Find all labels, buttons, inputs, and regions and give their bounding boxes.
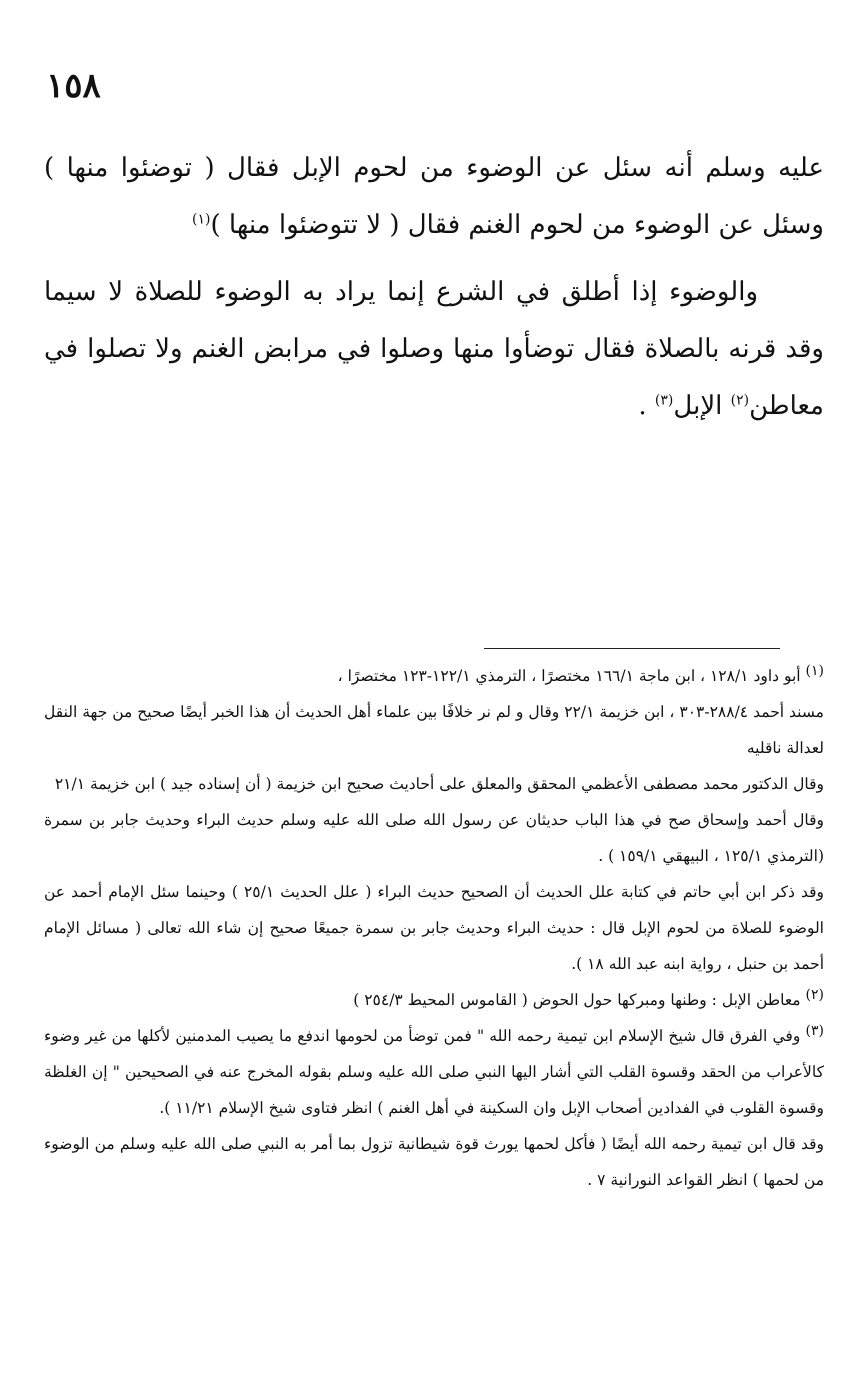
footnote-ref-1: (١) <box>192 211 211 228</box>
footnote-3-marker: (٣) <box>805 1022 824 1039</box>
footnote-2-text: معاطن الإبل : وطنها ومبركها حول الحوض ( القاموس المحيط ٢٥٤/٣ ) <box>353 991 806 1009</box>
footnote-separator <box>484 648 780 649</box>
paragraph-1 <box>44 140 824 254</box>
paragraph-1-text: عليه وسلم أنه سئل عن الوضوء من لحوم الإبل فقال ( توضئوا منها ) وسئل عن الوضوء من لحوم الغنم فقال ( لا تتوضئوا منها ) <box>44 153 824 240</box>
paragraph-2 <box>44 264 824 435</box>
footnote-ref-3: (٣) <box>654 392 674 409</box>
footnote-1-marker: (١) <box>805 662 824 679</box>
footnote-1-line-1 <box>44 658 824 694</box>
footnote-1-line-2: مسند أحمد ٢٨٨/٤-٣٠٣ ، ابن خزيمة ٢٢/١ وقال و لم نر خلافًا بين علماء أهل الحديث أن هذا الخبر أيضًا صحيح من جهة النقل لعدالة ناقليه <box>44 703 824 757</box>
footnote-1-line-4: وقال أحمد وإسحاق صح في هذا الباب حديثان عن رسول الله صلى الله عليه وسلم حديث البراء وحديث جابر بن سمرة (الترمذي ١٢٥/١ ، البيهقي ١٥٩/١ ) . <box>44 811 824 865</box>
footnotes <box>44 658 824 1198</box>
page-number: ١٥٨ <box>46 66 101 106</box>
footnote-2-marker: (٢) <box>805 986 824 1003</box>
footnote-1-text: أبو داود ١٢٨/١ ، ابن ماجة ١٦٦/١ مختصرًا ، الترمذي ١٢٢/١-١٢٣ مختصرًا ، <box>337 667 806 685</box>
footnote-ref-2: (٢) <box>730 392 750 409</box>
footnote-1-line-3: وقال الدكتور محمد مصطفى الأعظمي المحقق والمعلق على أحاديث صحيح ابن خزيمة ( أن إسناده جيد ) ابن خزيمة ٢١/١ <box>54 775 824 793</box>
paragraph-2-text: والوضوء إذا أطلق في الشرع إنما يراد به الوضوء للصلاة لا سيما وقد قرنه بالصلاة فقال توضأوا منها وصلوا في مرابض الغنم ولا تصلوا في معاطن <box>44 277 824 421</box>
paragraph-2-end: . <box>638 391 655 421</box>
footnote-3 <box>44 1018 824 1126</box>
paragraph-2-text-cont: الإبل <box>673 391 731 421</box>
footnote-1-line-5: وقد ذكر ابن أبي حاتم في كتابة علل الحديث أن الصحيح حديث البراء ( علل الحديث ٢٥/١ ) وحينما سئل الإمام أحمد عن الوضوء للصلاة من لحوم الإبل قال : حديث البراء وحديث جابر بن سمرة جميعًا صحيح إن شاء الله تعالى ( مسائل الإمام أحمد بن حنبل ، رواية ابنه عبد الله ١٨ ). <box>44 883 824 973</box>
footnote-3-more: وقد قال ابن تيمية رحمه الله أيضًا ( فأكل لحمها يورث قوة شيطانية تزول بما أمر به النبي صلى الله عليه وسلم من الوضوء من لحمها ) انظر القواعد النورانية ٧ . <box>44 1135 824 1189</box>
main-text <box>44 140 824 435</box>
footnote-3-text: وفي الفرق قال شيخ الإسلام ابن تيمية رحمه الله " فمن توضأ من لحومها اندفع ما يصيب المدمنين لأكلها من غير وضوء كالأعراب من الحقد وقسوة القلب التي أشار اليها النبي صلى الله عليه وسلم بقوله المخرج عنه في الصحيحين " إن الغلظة وقسوة القلوب في الفدادين أصحاب الإبل وان السكينة في أهل الغنم ) انظر فتاوى شيخ الإسلام ١١/٢١ ). <box>44 1027 824 1117</box>
footnote-2 <box>44 982 824 1018</box>
